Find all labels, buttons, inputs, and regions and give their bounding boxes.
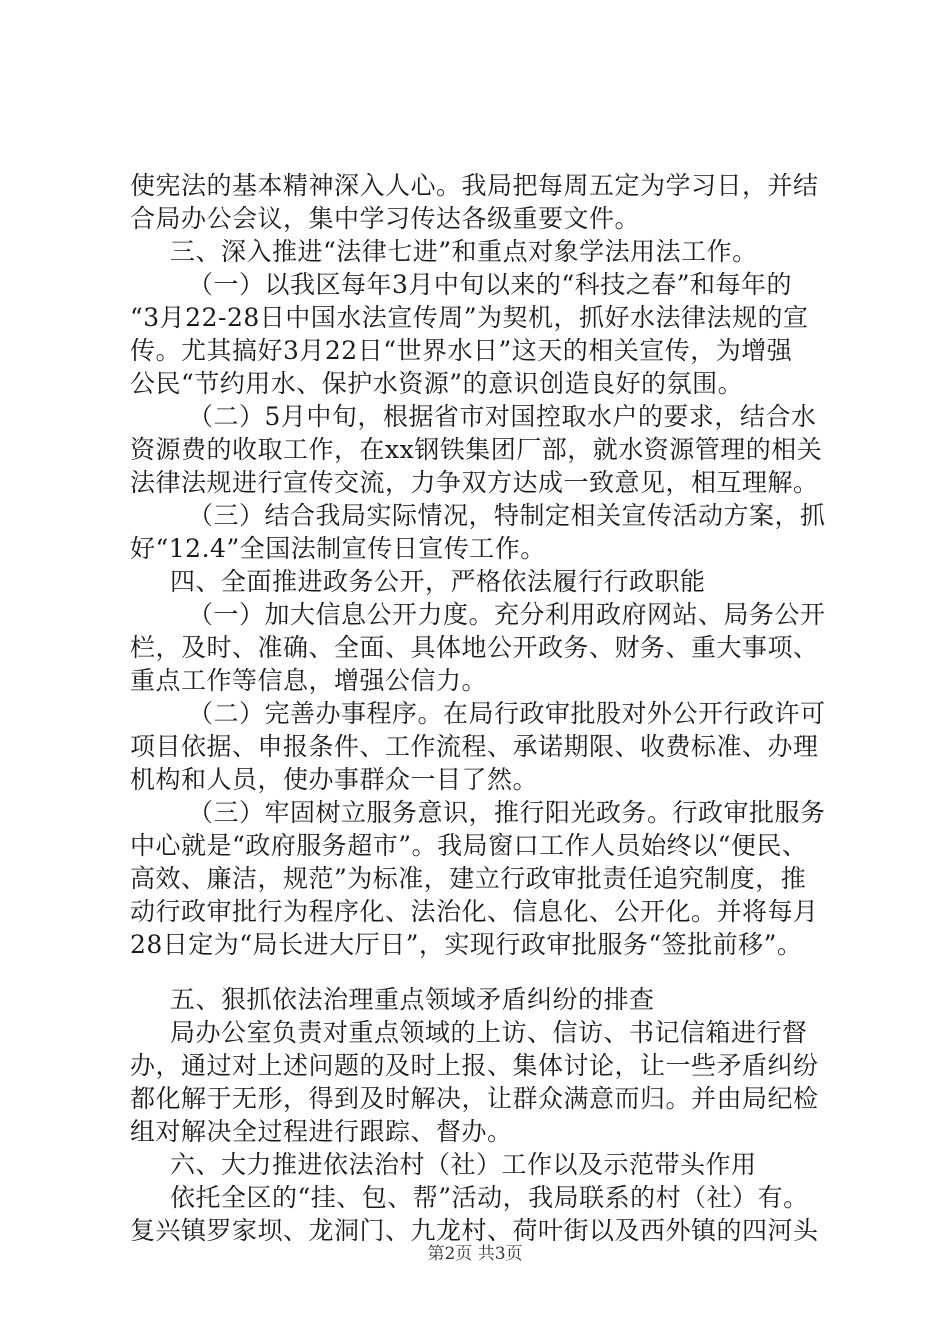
paragraph-line: 高效、廉洁，规范”为标准，建立行政审批责任追究制度，推	[130, 864, 807, 893]
paragraph-line: 依托全区的“挂、包、帮”活动，我局联系的村（社）有。	[170, 1183, 809, 1212]
paragraph-line: （三）牢固树立服务意识，推行阳光政务。行政审批服务	[188, 798, 826, 827]
section-heading: 三、深入推进“法律七进”和重点对象学法用法工作。	[170, 237, 758, 266]
paragraph-line: 组对解决全过程进行跟踪、督办。	[130, 1117, 513, 1146]
paragraph-line: 栏，及时、准确、全面、具体地公开政务、财务、重大事项、	[130, 633, 819, 662]
section-heading: 五、狠抓依法治理重点领域矛盾纠纷的排查	[170, 985, 655, 1014]
paragraph-line: 办，通过对上述问题的及时上报、集体讨论，让一些矛盾纠纷	[130, 1051, 819, 1080]
paragraph-line: 局办公室负责对重点领域的上访、信访、书记信箱进行督	[170, 1018, 808, 1047]
paragraph-line: 复兴镇罗家坝、龙洞门、九龙村、荷叶街以及西外镇的四河头	[130, 1216, 819, 1245]
paragraph-line: 28日定为“局长进大厅日”，实现行政审批服务“签批前移”。	[130, 930, 803, 959]
section-heading: 六、大力推进依法治村（社）工作以及示范带头作用	[170, 1150, 757, 1179]
paragraph-line: 动行政审批行为程序化、法治化、信息化、公开化。并将每月	[130, 897, 819, 926]
paragraph-line: 机构和人员，使办事群众一目了然。	[130, 765, 539, 794]
paragraph-line: 重点工作等信息，增强公信力。	[130, 666, 488, 695]
paragraph-line: 中心就是“政府服务超市”。我局窗口工作人员始终以“便民、	[130, 831, 808, 860]
paragraph-line: 传。尤其搞好3月22日“世界水日”这天的相关宣传，为增强	[130, 336, 793, 365]
paragraph-line: 项目依据、申报条件、工作流程、承诺期限、收费标准、办理	[130, 732, 819, 761]
paragraph-line: 法律法规进行宣传交流，力争双方达成一致意见，相互理解。	[130, 468, 819, 497]
paragraph-line: 公民“节约用水、保护水资源”的意识创造良好的氛围。	[130, 369, 744, 398]
paragraph-line: （三）结合我局实际情况，特制定相关宣传活动方案，抓	[188, 501, 826, 530]
paragraph-line: 都化解于无形，得到及时解决，让群众满意而归。并由局纪检	[130, 1084, 819, 1113]
paragraph-line: “3月22-28日中国水法宣传周”为契机，抓好水法律法规的宣	[130, 303, 809, 332]
paragraph-line: 使宪法的基本精神深入人心。我局把每周五定为学习日，并结	[130, 171, 819, 200]
paragraph-line: （二）5月中旬，根据省市对国控取水户的要求，结合水	[188, 402, 817, 431]
paragraph-line: （二）完善办事程序。在局行政审批股对外公开行政许可	[188, 699, 826, 728]
page-number-footer: 第2页 共3页	[427, 1244, 523, 1264]
paragraph-line: 资源费的收取工作，在xx钢铁集团厂部，就水资源管理的相关	[130, 435, 823, 464]
paragraph-line: 合局办公会议，集中学习传达各级重要文件。	[130, 204, 641, 233]
paragraph-line: （一）以我区每年3月中旬以来的“科技之春”和每年的	[188, 270, 792, 299]
paragraph-line: 好“12.4”全国法制宣传日宣传工作。	[130, 534, 546, 563]
paragraph-line: （一）加大信息公开力度。充分利用政府网站、局务公开	[188, 600, 826, 629]
section-heading: 四、全面推进政务公开，严格依法履行行政职能	[170, 567, 706, 596]
